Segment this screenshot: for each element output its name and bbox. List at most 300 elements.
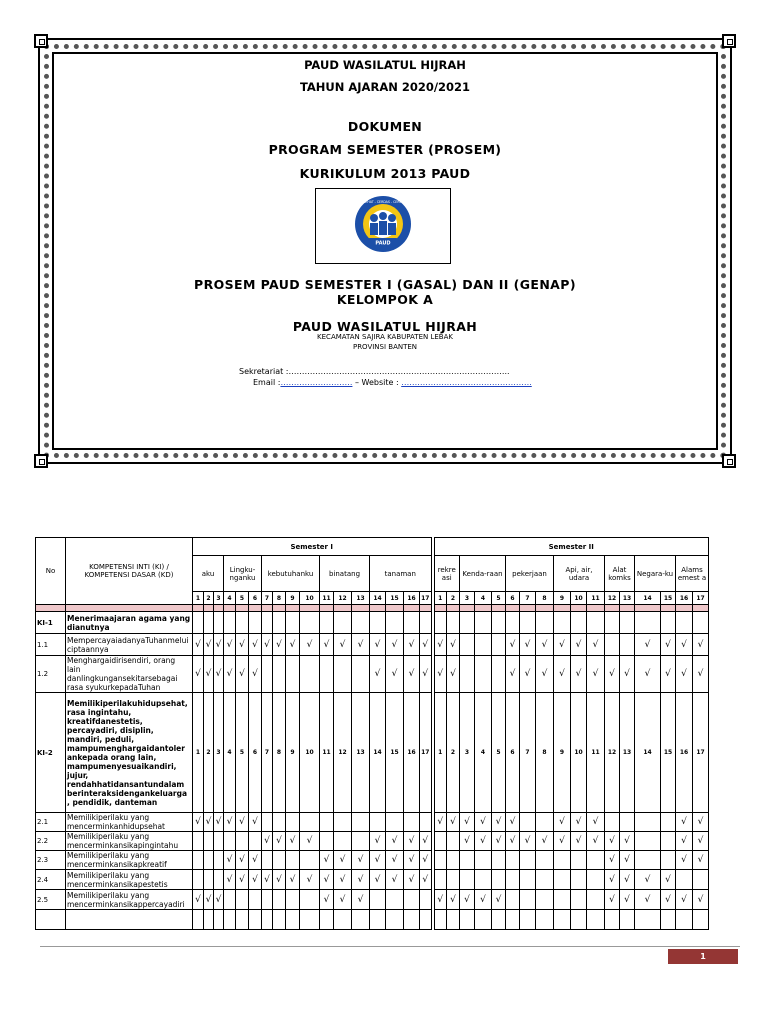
- empty-cell: [536, 851, 554, 870]
- check-mark: √: [661, 656, 676, 693]
- check-mark: √: [475, 813, 492, 832]
- empty-cell: [193, 832, 204, 851]
- empty-cell: [352, 910, 370, 930]
- spacer-cell: [447, 605, 460, 612]
- week-number: 14: [370, 592, 386, 605]
- check-mark: √: [370, 832, 386, 851]
- empty-cell: [404, 612, 420, 634]
- check-mark: √: [433, 890, 447, 910]
- empty-cell: [193, 612, 204, 634]
- check-mark: √: [249, 634, 262, 656]
- spacer-cell: [693, 605, 709, 612]
- week-number: 9: [554, 693, 571, 813]
- table-row: [36, 890, 709, 910]
- empty-cell: [520, 910, 536, 930]
- empty-cell: [536, 612, 554, 634]
- check-mark: √: [620, 890, 635, 910]
- check-mark: √: [460, 832, 475, 851]
- week-number: 16: [404, 693, 420, 813]
- corner-ornament: [34, 454, 48, 468]
- empty-cell: [475, 656, 492, 693]
- check-mark: √: [635, 890, 661, 910]
- empty-cell: [193, 851, 204, 870]
- ki-header: KOMPETENSI INTI (KI) / KOMPETENSI DASAR (KD): [66, 538, 193, 605]
- empty-cell: [460, 612, 475, 634]
- secretariat-label: Sekretariat :: [239, 367, 289, 376]
- check-mark: √: [520, 832, 536, 851]
- empty-cell: [320, 813, 334, 832]
- spacer-cell: [605, 605, 620, 612]
- empty-row: [36, 910, 709, 930]
- empty-cell: [370, 910, 386, 930]
- week-number: 17: [693, 592, 709, 605]
- empty-cell: [224, 612, 236, 634]
- check-mark: √: [370, 634, 386, 656]
- spacer-cell: [66, 605, 193, 612]
- empty-cell: [587, 910, 605, 930]
- no-header: No: [36, 538, 66, 605]
- empty-cell: [587, 612, 605, 634]
- check-mark: √: [433, 813, 447, 832]
- spacer-cell: [334, 605, 352, 612]
- spacer-cell: [587, 605, 605, 612]
- check-mark: √: [262, 634, 273, 656]
- empty-cell: [492, 612, 506, 634]
- empty-cell: [460, 634, 475, 656]
- empty-cell: [273, 656, 286, 693]
- empty-cell: [352, 813, 370, 832]
- check-mark: √: [676, 656, 693, 693]
- table-row: [36, 832, 709, 851]
- spacer-cell: [224, 605, 236, 612]
- check-mark: √: [249, 813, 262, 832]
- check-mark: √: [273, 870, 286, 890]
- empty-cell: [300, 656, 320, 693]
- empty-cell: [286, 890, 300, 910]
- empty-cell: [262, 656, 273, 693]
- check-mark: √: [620, 656, 635, 693]
- check-mark: √: [693, 656, 709, 693]
- check-mark: √: [420, 870, 433, 890]
- empty-cell: [352, 612, 370, 634]
- check-mark: √: [262, 832, 273, 851]
- empty-cell: [386, 910, 404, 930]
- week-number: 4: [224, 693, 236, 813]
- empty-cell: [236, 832, 249, 851]
- week-number: 2: [447, 693, 460, 813]
- school-name-secondary: PAUD WASILATUL HIJRAH: [292, 319, 478, 334]
- spacer-cell: [262, 605, 273, 612]
- empty-cell: [620, 910, 635, 930]
- theme-negaraku: Negara-ku: [635, 556, 676, 592]
- empty-cell: [273, 890, 286, 910]
- week-number: 7: [262, 592, 273, 605]
- theme-kendaraan: Kenda-raan: [460, 556, 506, 592]
- theme-lingkungan: Lingku-nganku: [224, 556, 262, 592]
- email-value[interactable]: ………………………: [280, 378, 353, 387]
- check-mark: √: [693, 832, 709, 851]
- competency-text: Menerimaajaran agama yang dianutnya: [66, 612, 193, 634]
- check-mark: √: [214, 813, 224, 832]
- empty-cell: [236, 890, 249, 910]
- spacer-cell: [620, 605, 635, 612]
- check-mark: √: [676, 813, 693, 832]
- week-number: 13: [352, 592, 370, 605]
- check-mark: √: [693, 634, 709, 656]
- empty-cell: [433, 851, 447, 870]
- week-number: 14: [635, 592, 661, 605]
- empty-cell: [554, 890, 571, 910]
- check-mark: √: [370, 656, 386, 693]
- row-number: 1.1: [36, 634, 66, 656]
- empty-cell: [460, 656, 475, 693]
- empty-cell: [404, 813, 420, 832]
- footer-divider: [40, 946, 740, 947]
- secretariat-line: [239, 367, 510, 376]
- competency-text: Memilikiperilakuhidupsehat, rasa ingintahu, kreatifdanestetis, percayadiri, disiplin, mandiri, peduli, mampumenghargaidantoler ankepada orang lain, mampumenyesuaikandiri, jujur, rendahhatidansantundalam berinteraksidengankeluarga , pendidik, danteman: [66, 693, 193, 813]
- spacer-cell: [554, 605, 571, 612]
- empty-cell: [571, 890, 587, 910]
- empty-cell: [286, 910, 300, 930]
- check-mark: √: [693, 813, 709, 832]
- table-row: [36, 634, 709, 656]
- week-number: 12: [605, 693, 620, 813]
- week-number: 14: [635, 693, 661, 813]
- check-mark: √: [661, 870, 676, 890]
- check-mark: √: [420, 634, 433, 656]
- empty-cell: [587, 890, 605, 910]
- week-number: 5: [236, 592, 249, 605]
- empty-cell: [214, 870, 224, 890]
- check-mark: √: [492, 890, 506, 910]
- check-mark: √: [224, 813, 236, 832]
- empty-cell: [262, 890, 273, 910]
- check-mark: √: [352, 634, 370, 656]
- empty-cell: [286, 813, 300, 832]
- empty-cell: [370, 890, 386, 910]
- row-number: 2.5: [36, 890, 66, 910]
- spacer-cell: [536, 605, 554, 612]
- week-number: 16: [676, 592, 693, 605]
- empty-cell: [204, 870, 214, 890]
- address-line-1: KECAMATAN SAJIRA KABUPATEN LEBAK: [317, 333, 453, 341]
- week-number: 1: [193, 693, 204, 813]
- check-mark: √: [492, 832, 506, 851]
- check-mark: √: [605, 832, 620, 851]
- check-mark: √: [370, 870, 386, 890]
- check-mark: √: [334, 890, 352, 910]
- empty-cell: [300, 890, 320, 910]
- week-number: 12: [334, 592, 352, 605]
- check-mark: √: [571, 656, 587, 693]
- check-mark: √: [536, 634, 554, 656]
- spacer-cell: [352, 605, 370, 612]
- empty-cell: [620, 813, 635, 832]
- empty-cell: [635, 612, 661, 634]
- empty-cell: [433, 612, 447, 634]
- empty-cell: [661, 832, 676, 851]
- row-number: 2.1: [36, 813, 66, 832]
- spacer-cell: [204, 605, 214, 612]
- row-number: KI-2: [36, 693, 66, 813]
- week-number: 8: [273, 693, 286, 813]
- spacer-cell: [193, 605, 204, 612]
- check-mark: √: [693, 851, 709, 870]
- check-mark: √: [386, 656, 404, 693]
- check-mark: √: [386, 634, 404, 656]
- empty-cell: [492, 870, 506, 890]
- week-number: 15: [661, 592, 676, 605]
- check-mark: √: [676, 851, 693, 870]
- empty-cell: [224, 832, 236, 851]
- check-mark: √: [492, 813, 506, 832]
- empty-cell: [334, 813, 352, 832]
- check-mark: √: [204, 890, 214, 910]
- week-number: 3: [214, 693, 224, 813]
- week-number: 9: [554, 592, 571, 605]
- empty-cell: [661, 813, 676, 832]
- spacer-cell: [320, 605, 334, 612]
- empty-cell: [236, 612, 249, 634]
- check-mark: √: [352, 870, 370, 890]
- week-number: 9: [286, 592, 300, 605]
- table-row: [36, 693, 709, 813]
- empty-cell: [536, 890, 554, 910]
- empty-cell: [554, 910, 571, 930]
- week-number: 11: [587, 693, 605, 813]
- empty-cell: [262, 813, 273, 832]
- week-number: 2: [204, 693, 214, 813]
- empty-cell: [249, 890, 262, 910]
- check-mark: √: [587, 832, 605, 851]
- empty-cell: [492, 910, 506, 930]
- empty-cell: [300, 910, 320, 930]
- check-mark: √: [404, 832, 420, 851]
- empty-cell: [661, 612, 676, 634]
- week-number: 17: [420, 592, 433, 605]
- spacer-cell: [492, 605, 506, 612]
- empty-cell: [605, 634, 620, 656]
- empty-cell: [420, 890, 433, 910]
- theme-binatang: binatang: [320, 556, 370, 592]
- spacer-cell: [386, 605, 404, 612]
- check-mark: √: [676, 634, 693, 656]
- check-mark: √: [214, 656, 224, 693]
- empty-cell: [334, 612, 352, 634]
- empty-cell: [370, 813, 386, 832]
- empty-cell: [447, 832, 460, 851]
- empty-cell: [204, 910, 214, 930]
- empty-cell: [605, 813, 620, 832]
- empty-cell: [676, 870, 693, 890]
- check-mark: √: [193, 813, 204, 832]
- week-number: 13: [352, 693, 370, 813]
- empty-cell: [286, 656, 300, 693]
- check-mark: √: [404, 870, 420, 890]
- empty-cell: [605, 910, 620, 930]
- spacer-cell: [214, 605, 224, 612]
- empty-cell: [536, 910, 554, 930]
- check-mark: √: [300, 832, 320, 851]
- check-mark: √: [447, 890, 460, 910]
- empty-cell: [334, 832, 352, 851]
- empty-cell: [536, 870, 554, 890]
- empty-cell: [286, 851, 300, 870]
- empty-cell: [273, 910, 286, 930]
- spacer-cell: [286, 605, 300, 612]
- week-number: 3: [214, 592, 224, 605]
- week-number: 1: [193, 592, 204, 605]
- empty-cell: [404, 910, 420, 930]
- empty-cell: [204, 612, 214, 634]
- check-mark: √: [386, 832, 404, 851]
- week-number: 11: [587, 592, 605, 605]
- check-mark: √: [236, 656, 249, 693]
- empty-cell: [447, 851, 460, 870]
- check-mark: √: [635, 634, 661, 656]
- check-mark: √: [214, 634, 224, 656]
- week-number: 7: [262, 693, 273, 813]
- empty-cell: [300, 612, 320, 634]
- check-mark: √: [693, 890, 709, 910]
- corner-ornament: [722, 454, 736, 468]
- week-number: 2: [204, 592, 214, 605]
- check-mark: √: [404, 634, 420, 656]
- empty-cell: [262, 612, 273, 634]
- theme-alat-komunikasi: Alat komks: [605, 556, 635, 592]
- check-mark: √: [635, 870, 661, 890]
- empty-cell: [492, 634, 506, 656]
- check-mark: √: [520, 634, 536, 656]
- competency-text: Memilikiperilaku yang mencerminkansikapingintahu: [66, 832, 193, 851]
- empty-cell: [262, 851, 273, 870]
- empty-cell: [536, 813, 554, 832]
- week-number: 6: [506, 592, 520, 605]
- empty-cell: [447, 910, 460, 930]
- week-number: 4: [475, 693, 492, 813]
- competency-text: MempercayaiadanyaTuhanmelui ciptaannya: [66, 634, 193, 656]
- empty-cell: [447, 870, 460, 890]
- empty-cell: [433, 832, 447, 851]
- empty-cell: [475, 612, 492, 634]
- empty-cell: [352, 832, 370, 851]
- spacer-cell: [433, 605, 447, 612]
- check-mark: √: [605, 870, 620, 890]
- check-mark: √: [204, 656, 214, 693]
- theme-aku: aku: [193, 556, 224, 592]
- week-number: 3: [460, 693, 475, 813]
- check-mark: √: [460, 813, 475, 832]
- check-mark: √: [236, 851, 249, 870]
- week-number: 10: [300, 693, 320, 813]
- check-mark: √: [249, 851, 262, 870]
- theme-rekreasi: rekre asi: [433, 556, 460, 592]
- website-value[interactable]: ………………………………………….: [401, 378, 532, 387]
- row-number: 2.2: [36, 832, 66, 851]
- check-mark: √: [420, 832, 433, 851]
- doc-title: DOKUMEN: [347, 119, 423, 134]
- week-number: 11: [320, 592, 334, 605]
- row-number: KI-1: [36, 612, 66, 634]
- empty-cell: [520, 851, 536, 870]
- cover-frame: [34, 34, 736, 468]
- empty-cell: [693, 910, 709, 930]
- check-mark: √: [536, 832, 554, 851]
- check-mark: √: [605, 656, 620, 693]
- empty-cell: [506, 910, 520, 930]
- check-mark: √: [214, 890, 224, 910]
- empty-cell: [620, 634, 635, 656]
- week-number: 3: [460, 592, 475, 605]
- empty-cell: [460, 910, 475, 930]
- empty-cell: [262, 910, 273, 930]
- empty-cell: [386, 612, 404, 634]
- check-mark: √: [224, 656, 236, 693]
- check-mark: √: [236, 813, 249, 832]
- week-number: 10: [300, 592, 320, 605]
- check-mark: √: [236, 634, 249, 656]
- empty-cell: [676, 612, 693, 634]
- corner-ornament: [34, 34, 48, 48]
- empty-cell: [506, 870, 520, 890]
- empty-cell: [193, 910, 204, 930]
- empty-cell: [554, 612, 571, 634]
- academic-year: TAHUN AJARAN 2020/2021: [299, 80, 471, 94]
- spacer-cell: [249, 605, 262, 612]
- check-mark: √: [286, 634, 300, 656]
- check-mark: √: [620, 832, 635, 851]
- check-mark: √: [320, 890, 334, 910]
- check-mark: √: [249, 656, 262, 693]
- week-number: 8: [273, 592, 286, 605]
- check-mark: √: [352, 890, 370, 910]
- week-number: 15: [386, 693, 404, 813]
- empty-cell: [506, 851, 520, 870]
- week-number: 17: [693, 693, 709, 813]
- week-number: 13: [620, 693, 635, 813]
- empty-cell: [693, 870, 709, 890]
- week-number: 1: [433, 592, 447, 605]
- week-number: 13: [620, 592, 635, 605]
- row-number: 1.2: [36, 656, 66, 693]
- check-mark: √: [262, 870, 273, 890]
- check-mark: √: [571, 832, 587, 851]
- check-mark: √: [193, 656, 204, 693]
- table-row: [36, 870, 709, 890]
- empty-cell: [204, 832, 214, 851]
- check-mark: √: [334, 634, 352, 656]
- empty-cell: [520, 813, 536, 832]
- empty-cell: [420, 813, 433, 832]
- table-row: [36, 612, 709, 634]
- empty-cell: [554, 851, 571, 870]
- empty-cell: [352, 656, 370, 693]
- week-number: 6: [249, 592, 262, 605]
- row-number: 2.4: [36, 870, 66, 890]
- check-mark: √: [334, 851, 352, 870]
- spacer-row: [36, 605, 709, 612]
- check-mark: √: [661, 634, 676, 656]
- week-number: 5: [236, 693, 249, 813]
- semester-1-header: Semester I: [193, 538, 433, 556]
- spacer-cell: [36, 605, 66, 612]
- check-mark: √: [571, 634, 587, 656]
- check-mark: √: [420, 656, 433, 693]
- check-mark: √: [475, 890, 492, 910]
- email-line: [253, 378, 532, 387]
- check-mark: √: [661, 890, 676, 910]
- spacer-cell: [236, 605, 249, 612]
